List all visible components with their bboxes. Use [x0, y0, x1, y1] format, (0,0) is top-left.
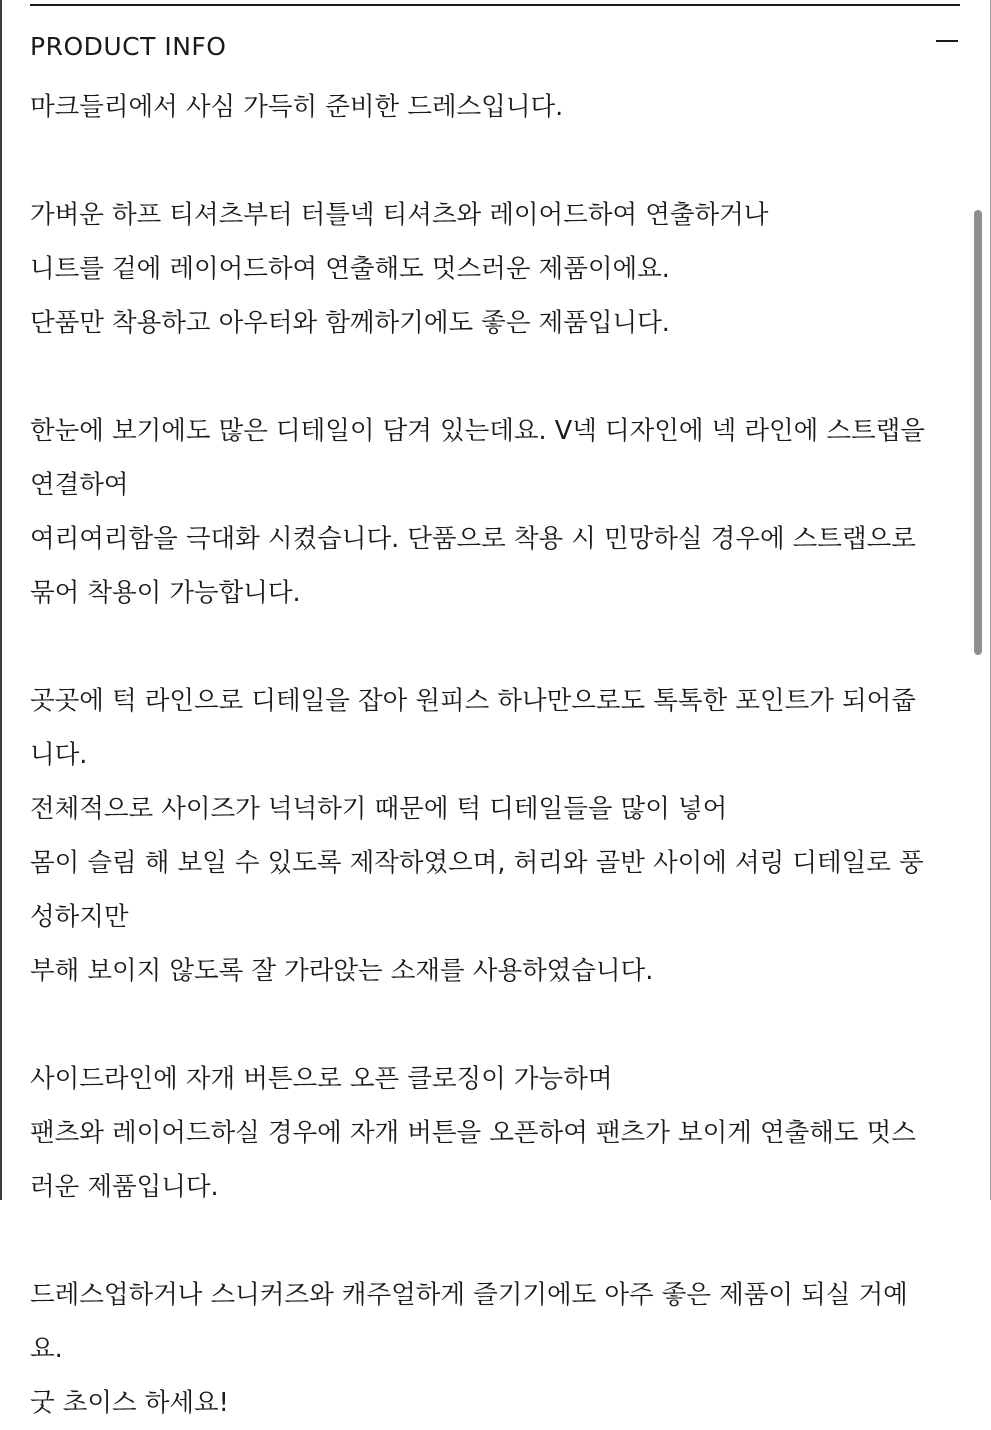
description-line: 단품만 착용하고 아우터와 함께하기에도 좋은 제품입니다. — [30, 308, 670, 338]
paragraph-spacer — [30, 1214, 965, 1268]
section-title: PRODUCT INFO — [30, 31, 227, 61]
description-line: 성하지만 — [30, 902, 129, 932]
description-line: 니트를 겉에 레이어드하여 연출해도 멋스러운 제품이에요. — [30, 254, 670, 284]
product-description — [30, 80, 965, 1430]
description-line: 연결하여 — [30, 470, 129, 500]
description-line: 부해 보이지 않도록 잘 가라앉는 소재를 사용하였습니다. — [30, 956, 654, 986]
paragraph-spacer — [30, 134, 965, 188]
minus-icon[interactable] — [934, 28, 960, 54]
description-line: 드레스업하거나 스니커즈와 캐주얼하게 즐기기에도 아주 좋은 제품이 되실 거예 — [30, 1280, 908, 1310]
description-line: 여리여리함을 극대화 시켰습니다. 단품으로 착용 시 민망하실 경우에 스트랩으로 — [30, 524, 916, 554]
left-frame-border — [0, 0, 2, 1200]
description-line: 팬츠와 레이어드하실 경우에 자개 버튼을 오픈하여 팬츠가 보이게 연출해도 멋스 — [30, 1118, 916, 1148]
description-line: 러운 제품입니다. — [30, 1172, 219, 1202]
description-line: 전체적으로 사이즈가 넉넉하기 때문에 턱 디테일들을 많이 넣어 — [30, 794, 728, 824]
description-line: 묶어 착용이 가능합니다. — [30, 578, 301, 608]
product-info-header[interactable] — [30, 20, 960, 72]
description-line: 마크들리에서 사심 가득히 준비한 드레스입니다. — [30, 92, 564, 122]
description-line: 사이드라인에 자개 버튼으로 오픈 클로징이 가능하며 — [30, 1064, 613, 1094]
description-line: 몸이 슬림 해 보일 수 있도록 제작하였으며, 허리와 골반 사이에 셔링 디테일로 풍 — [30, 848, 924, 878]
paragraph-spacer — [30, 620, 965, 674]
description-line: 곳곳에 턱 라인으로 디테일을 잡아 원피스 하나만으로도 톡톡한 포인트가 되어줍 — [30, 686, 916, 716]
description-line: 니다. — [30, 740, 88, 770]
scrollbar-thumb[interactable] — [974, 210, 982, 655]
description-line: 한눈에 보기에도 많은 디테일이 담겨 있는데요. V넥 디자인에 넥 라인에 스트랩을 — [30, 416, 925, 446]
paragraph-spacer — [30, 350, 965, 404]
paragraph-spacer — [30, 998, 965, 1052]
description-line: 요. — [30, 1334, 63, 1364]
description-line: 가벼운 하프 티셔츠부터 터틀넥 티셔츠와 레이어드하여 연출하거나 — [30, 200, 769, 230]
description-line: 굿 초이스 하세요! — [30, 1388, 229, 1418]
section-top-divider — [30, 4, 960, 6]
